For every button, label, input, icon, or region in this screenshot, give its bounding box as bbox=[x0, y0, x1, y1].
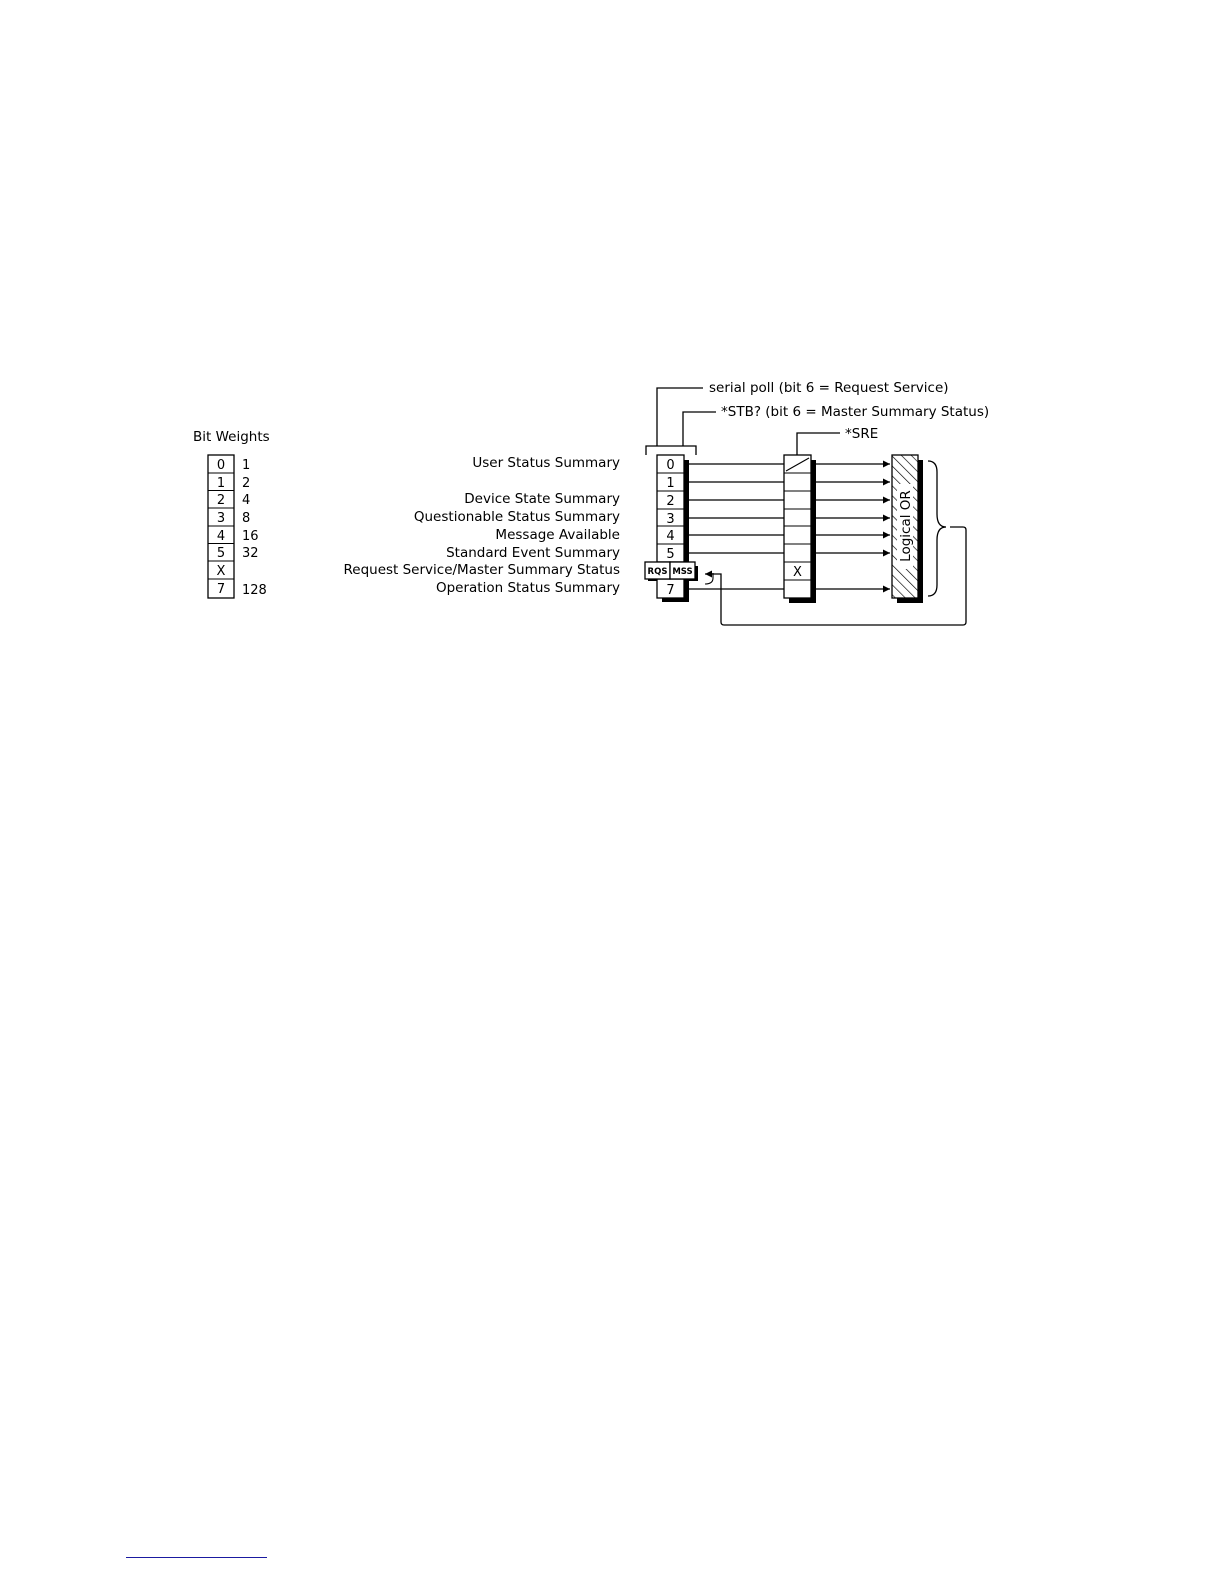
status-register-cell: 2 bbox=[666, 494, 675, 509]
bit-weights-table bbox=[193, 429, 270, 598]
status-register-cell: 0 bbox=[666, 458, 675, 473]
status-to-enable-lines bbox=[689, 464, 784, 589]
bit-weight-index: 2 bbox=[216, 493, 226, 508]
bit-weight-value: 128 bbox=[242, 583, 267, 598]
enable-bit6-value: X bbox=[793, 565, 802, 580]
enable-to-or-arrows bbox=[816, 464, 890, 589]
bit-weight-index: 5 bbox=[216, 546, 226, 561]
status-register-cell: 3 bbox=[666, 512, 675, 527]
bit-weight-value: 16 bbox=[242, 529, 259, 544]
status-label: User Status Summary bbox=[472, 455, 620, 471]
or-output-brace bbox=[928, 461, 946, 596]
status-label: Questionable Status Summary bbox=[413, 509, 620, 525]
sre-label: *SRE bbox=[845, 426, 879, 442]
serial-poll-label: serial poll (bit 6 = Request Service) bbox=[709, 380, 949, 396]
annotations bbox=[646, 380, 989, 455]
bit-weight-index: 1 bbox=[216, 476, 226, 491]
status-register-cell: 4 bbox=[666, 529, 675, 544]
logical-or-gate bbox=[892, 455, 923, 603]
status-register-cell: 7 bbox=[666, 583, 675, 598]
status-register-cell: 5 bbox=[666, 547, 675, 562]
rqs-label: RQS bbox=[647, 567, 668, 577]
stb-label: *STB? (bit 6 = Master Summary Status) bbox=[721, 404, 990, 420]
serial-poll-leader bbox=[657, 388, 703, 446]
logical-or-label: Logical OR bbox=[898, 490, 914, 562]
status-label: Request Service/Master Summary Status bbox=[343, 562, 620, 578]
status-register-cell: 1 bbox=[666, 476, 675, 491]
status-labels bbox=[343, 455, 620, 596]
status-label: Operation Status Summary bbox=[435, 580, 620, 596]
bit-weight-value: 2 bbox=[242, 476, 251, 491]
sre-leader bbox=[797, 433, 840, 455]
bit-weight-value: 4 bbox=[242, 493, 251, 508]
feedback-line bbox=[705, 527, 966, 625]
bit-weight-index: X bbox=[216, 564, 226, 579]
bit-weight-value: 8 bbox=[242, 511, 251, 526]
status-label: Device State Summary bbox=[464, 491, 620, 507]
bit-weight-index: 3 bbox=[216, 511, 226, 526]
status-byte-register bbox=[645, 455, 698, 602]
stb-leader bbox=[683, 412, 716, 446]
status-label: Message Available bbox=[495, 527, 620, 543]
status-register-bracket bbox=[646, 446, 696, 455]
bit-weight-index: 7 bbox=[216, 582, 226, 597]
bit-weights-title: Bit Weights bbox=[193, 429, 270, 445]
footnote-rule bbox=[126, 1557, 267, 1558]
bit-weight-value: 32 bbox=[242, 546, 259, 561]
bit-weight-index: 0 bbox=[216, 458, 226, 473]
service-request-enable-register bbox=[784, 426, 878, 603]
mss-label: MSS bbox=[672, 567, 693, 577]
bit-weight-value: 1 bbox=[242, 458, 251, 473]
status-label: Standard Event Summary bbox=[446, 545, 620, 561]
bit-weight-index: 4 bbox=[216, 529, 226, 544]
